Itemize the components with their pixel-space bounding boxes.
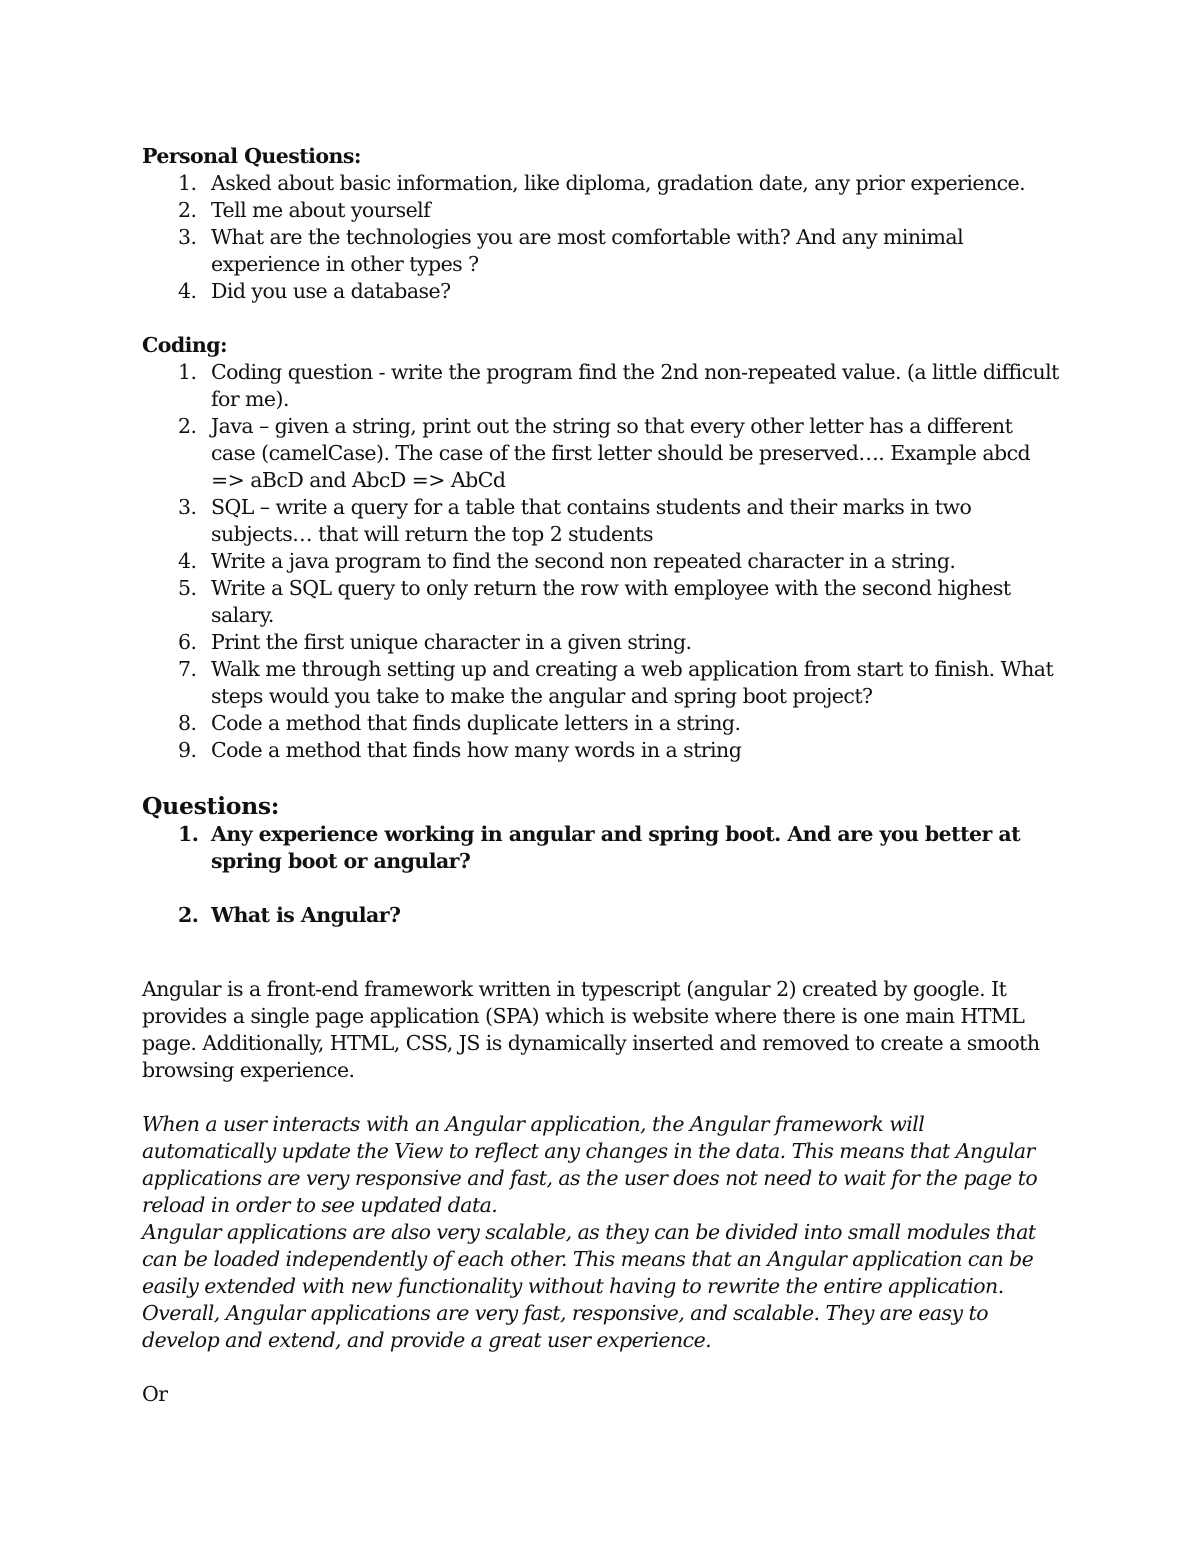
personal-questions-heading: Personal Questions: [142,144,361,168]
or-text: Or [142,1382,168,1406]
personal-questions-list [142,170,1062,305]
list-item: 2. What is Angular? [178,903,401,927]
list-item: 1. Coding question - write the program find the 2nd non-repeated value. (a little difficult for me). [178,360,1059,411]
spacer [142,1354,1062,1381]
angular-answer-section [142,976,1062,1408]
questions-list-2 [142,902,1062,929]
coding-list [142,359,1062,764]
spacer [142,305,1062,332]
spacer [142,875,1062,902]
answer-paragraph: Angular is a front-end framework written in typescript (angular 2) created by google. It provides a single page application (SPA) which is website where there is one main HTML page. Additionally, HTML, CSS, JS is dynamically inserted and removed to create a smooth browsing experience. [142,977,1040,1082]
list-item: 9. Code a method that finds how many words in a string [178,738,742,762]
spacer [142,929,1062,976]
spacer [142,764,1062,791]
list-item: 5. Write a SQL query to only return the row with employee with the second highest salary. [178,576,1011,627]
personal-questions-section [142,143,1062,305]
list-item: 1. Any experience working in angular and spring boot. And are you better at spring boot or angular? [178,822,1020,873]
list-item: 4. Write a java program to find the second non repeated character in a string. [178,549,956,573]
list-item: 7. Walk me through setting up and creating a web application from start to finish. What steps would you take to make the angular and spring boot project? [178,657,1054,708]
questions-heading: Questions: [142,792,280,820]
list-item: 2. Tell me about yourself [178,198,431,222]
list-item: 6. Print the first unique character in a given string. [178,630,692,654]
document-page [142,143,1062,1408]
list-item: 8. Code a method that finds duplicate letters in a string. [178,711,741,735]
spacer [142,1084,1062,1111]
list-item: 3. SQL – write a query for a table that contains students and their marks in two subjects… that will return the top 2 students [178,495,972,546]
list-item: 1. Asked about basic information, like diploma, gradation date, any prior experience. [178,171,1026,195]
italic-paragraph-2: Angular applications are also very scalable, as they can be divided into small modules that can be loaded independently of each other. This means that an Angular application can be easily extended with new functionality without having to rewrite the entire application. [142,1220,1036,1298]
list-item: 3. What are the technologies you are most comfortable with? And any minimal experience in other types ? [178,225,964,276]
questions-list [142,821,1062,875]
coding-heading: Coding: [142,333,228,357]
questions-section [142,791,1062,929]
list-item: 4. Did you use a database? [178,279,451,303]
coding-section [142,332,1062,764]
italic-paragraph-3: Overall, Angular applications are very fast, responsive, and scalable. They are easy to develop and extend, and provide a great user experience. [142,1301,988,1352]
italic-paragraph-1: When a user interacts with an Angular application, the Angular framework will automatically update the View to reflect any changes in the data. This means that Angular applications are very responsive and fast, as the user does not need to wait for the page to reload in order to see updated data. [142,1112,1038,1217]
list-item: 2. Java – given a string, print out the string so that every other letter has a different case (camelCase). The case of the first letter should be preserved…. Example abcd => aBcD and AbcD => AbCd [178,414,1031,492]
